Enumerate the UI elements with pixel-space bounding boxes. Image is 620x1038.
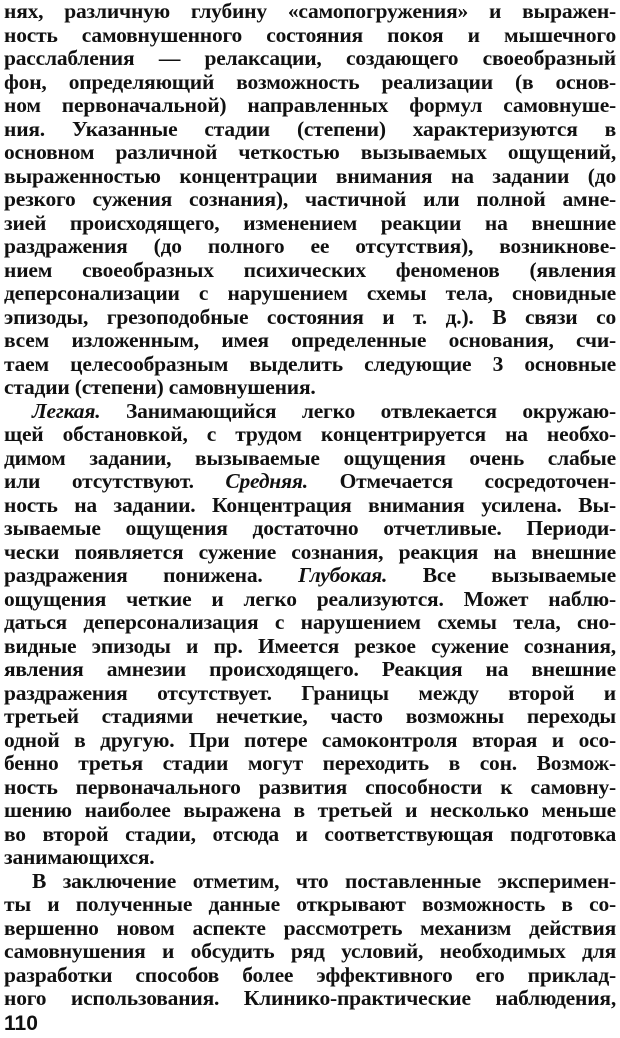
text-line: во второй стадии, отсюда и соответствующая подготовка	[4, 821, 616, 846]
text-line: разработки способов более эффективного его приклад-	[4, 962, 616, 987]
text-line: ты и полученные данные открывают возможность в со-	[4, 892, 616, 916]
text-line: нях, различную глубину «самопогружения» и выражен-	[4, 0, 616, 23]
text-line: занимающихся.	[4, 845, 155, 869]
text-line: основном различной четкостью вызываемых ощущений,	[4, 140, 616, 164]
text-line	[4, 470, 616, 494]
text-line: расслабления — релаксации, создающего своеобразный	[4, 46, 616, 70]
text-line: самовнушения и обсудить ряд условий, необходимых для	[4, 939, 616, 963]
italic-stage-term: Глубокая.	[298, 563, 388, 587]
text-line: димом задании, вызываемые ощущения очень слабые	[4, 445, 616, 470]
text-line: раздражения (до полного ее отсутствия), возникнове-	[4, 234, 616, 258]
italic-stage-term: Средняя.	[225, 469, 308, 493]
text-line: зываемые ощущения достаточно отчетливые. Периоди-	[4, 516, 616, 540]
text-line: явления амнезии происходящего. Реакция на внешние	[4, 657, 616, 681]
text-line: выраженностью концентрации внимания на задании (до	[4, 163, 616, 188]
text-line: чески появляется сужение сознания, реакция на внешние	[4, 539, 616, 564]
text-line: стадии (степени) самовнушения.	[4, 375, 316, 399]
page-number: 110	[4, 1012, 38, 1035]
text-segment: Занимающийся легко отвлекается окружаю-	[100, 398, 616, 423]
text-line	[4, 564, 616, 588]
text-line: всем изложенным, имея определенные основания, счи-	[4, 328, 616, 352]
text-line: нием своеобразных психических феноменов (явления	[4, 257, 616, 282]
text-segment: Все вызываемые	[387, 563, 616, 587]
text-line: ном первоначальной) направленных формул самовнуше-	[4, 93, 616, 117]
text-line: таем целесообразным выделить следующие 3 основные	[4, 351, 616, 376]
text-line: ность первоначального развития способности к самовну-	[4, 774, 616, 799]
text-line	[4, 400, 616, 424]
text-line: шению наиболее выражена в третьей и несколько меньше	[4, 798, 616, 822]
text-line: даться деперсонализация с нарушением схемы тела, сно-	[4, 610, 616, 634]
text-line: ность самовнушенного состояния покоя и мышечного	[4, 22, 616, 47]
text-line: щей обстановкой, с трудом концентрируется на необхо-	[4, 422, 616, 446]
text-line: третьей стадиями нечеткие, часто возможны переходы	[4, 704, 616, 728]
text-segment: Отмечается сосредоточен-	[307, 469, 616, 493]
text-line: резкого сужения сознания), частичной или полной амне-	[4, 187, 616, 211]
text-line: бенно третья стадии могут переходить в сон. Возмож-	[4, 751, 616, 775]
text-line: раздражения отсутствует. Границы между второй и	[4, 680, 616, 705]
text-line: ного использования. Клинико-практические наблюдения,	[4, 986, 616, 1010]
text-line: одной в другую. При потере самоконтроля вторая и осо-	[4, 727, 616, 752]
text-line: ния. Указанные стадии (степени) характеризуются в	[4, 116, 616, 141]
italic-stage-term: Легкая.	[32, 398, 101, 423]
text-line: зией происходящего, изменением реакции на внешние	[4, 210, 616, 235]
text-line: фон, определяющий возможность реализации (в основ-	[4, 69, 616, 94]
text-line: эпизоды, грезоподобные состояния и т. д.). В связи со	[4, 304, 616, 329]
text-line: видные эпизоды и пр. Имеется резкое сужение сознания,	[4, 633, 616, 658]
text-line: В заключение отметим, что поставленные эксперимен-	[32, 868, 616, 893]
text-segment: раздражения понижена.	[4, 563, 299, 587]
text-line: деперсонализации с нарушением схемы тела, сновидные	[4, 281, 616, 305]
text-line: вершенно новом аспекте рассмотреть механизм действия	[4, 915, 616, 940]
text-segment: или отсутствуют.	[4, 469, 226, 493]
text-line: ность на задании. Концентрация внимания усилена. Вы-	[4, 492, 616, 517]
text-line: ощущения четкие и легко реализуются. Может наблю-	[4, 586, 616, 611]
page-body-text	[4, 0, 616, 1011]
